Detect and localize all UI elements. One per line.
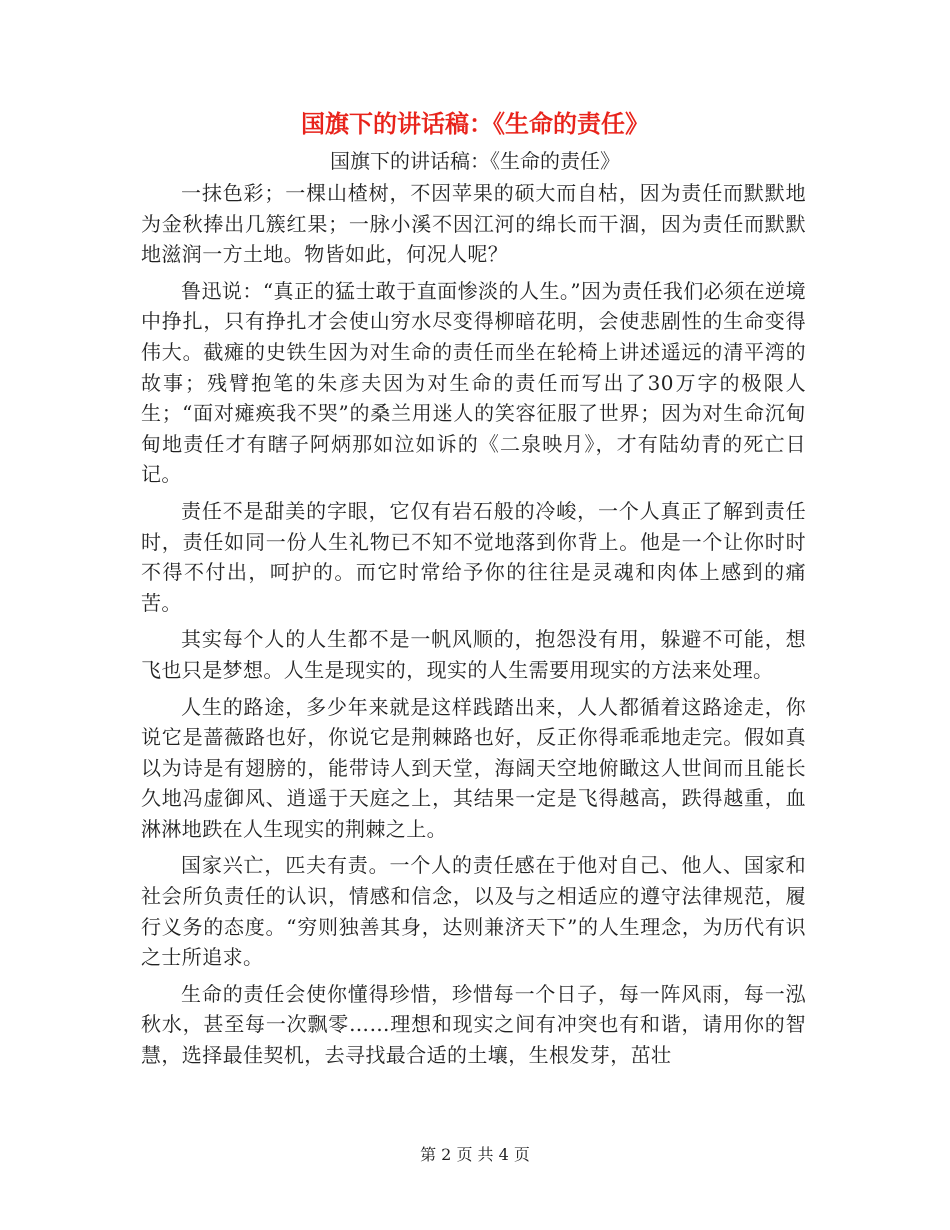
- document-body: [141, 178, 806, 1077]
- document-title: 国旗下的讲话稿：《生命的责任》: [301, 109, 649, 138]
- paragraph-2: 鲁迅说：“真正的猛士敢于直面惨淡的人生。”因为责任我们必须在逆境中挣扎，只有挣扎才会使山穷水尽变得柳暗花明，会使悲剧性的生命变得伟大。截瘫的史铁生因为对生命的责任而坐在轮椅上讲述遥远的清平湾的故事；残臂抱笔的朱彦夫因为对生命的责任而写出了30万字的极限人生；“面对瘫痪我不哭”的桑兰用迷人的笑容征服了世界；因为对生命沉甸甸地责任才有瞎子阿炳那如泣如诉的《二泉映月》，才有陆幼青的死亡日记。: [141, 278, 806, 487]
- paragraph-6: 国家兴亡，匹夫有责。一个人的责任感在于他对自己、他人、国家和社会所负责任的认识，情感和信念，以及与之相适应的遵守法律规范，履行义务的态度。“穷则独善其身，达则兼济天下”的人生理念，为历代有识之士所追求。: [141, 853, 806, 970]
- page-number-footer: 第 2 页 共 4 页: [420, 1145, 530, 1164]
- document-subtitle: 国旗下的讲话稿：《生命的责任》: [330, 149, 620, 173]
- paragraph-1: 一抹色彩；一棵山楂树，不因苹果的硕大而自枯，因为责任而默默地为金秋捧出几簇红果；一脉小溪不因江河的绵长而干涸，因为责任而默默地滋润一方土地。物皆如此，何况人呢？: [141, 181, 806, 267]
- paragraph-5: 人生的路途，多少年来就是这样践踏出来，人人都循着这路途走，你说它是蔷薇路也好，你说它是荆棘路也好，反正你得乖乖地走完。假如真以为诗是有翅膀的，能带诗人到天堂，海阔天空地俯瞰这人世间而且能长久地冯虚御风、逍遥于天庭之上，其结果一定是飞得越高，跌得越重，血淋淋地跌在人生现实的荆棘之上。: [141, 694, 806, 841]
- paragraph-4: 其实每个人的人生都不是一帆风顺的，抱怨没有用，躲避不可能，想飞也只是梦想。人生是现实的，现实的人生需要用现实的方法来处理。: [141, 627, 806, 682]
- paragraph-3: 责任不是甜美的字眼，它仅有岩石般的冷峻，一个人真正了解到责任时，责任如同一份人生礼物已不知不觉地落到你背上。他是一个让你时时不得不付出，呵护的。而它时常给予你的往往是灵魂和肉体上感到的痛苦。: [141, 498, 806, 615]
- paragraph-7: 生命的责任会使你懂得珍惜，珍惜每一个日子，每一阵风雨，每一泓秋水，甚至每一次飘零……理想和现实之间有冲突也有和谐，请用你的智慧，选择最佳契机，去寻找最合适的土壤，生根发芽，茁壮: [141, 981, 806, 1068]
